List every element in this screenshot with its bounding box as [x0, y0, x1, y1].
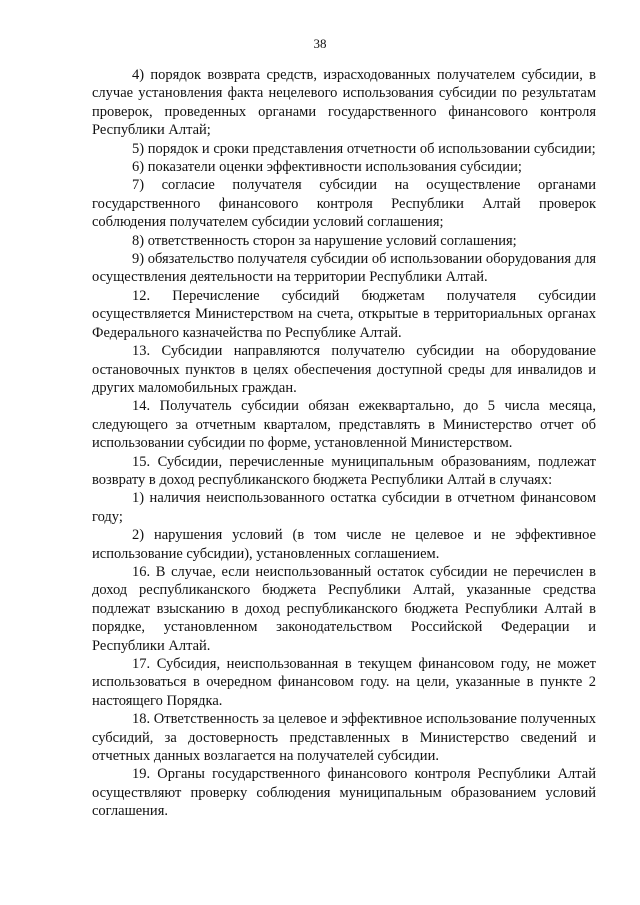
paragraph-clause-12: 12. Перечисление субсидий бюджетам получателя субсидии осуществляется Министерством на счета, открытые в территориальных органах Федерального казначейства по Республике Алтай. — [92, 287, 596, 341]
paragraph-clause-15-item-1: 1) наличия неиспользованного остатка субсидии в отчетном финансовом году; — [92, 490, 596, 525]
document-body — [92, 66, 596, 821]
paragraph-clause-17: 17. Субсидия, неиспользованная в текущем финансовом году, не может использоваться в очередном финансовом году. на цели, указанные в пункте 2 настоящего Порядка. — [92, 656, 596, 709]
paragraph-refund-procedure: 4) порядок возврата средств, израсходованных получателем субсидии, в случае установления факта нецелевого использования субсидии по результатам проверок, проведенных органами государственного финансового контроля Республики Алтай; — [92, 67, 596, 139]
paragraph-audit-consent: 7) согласие получателя субсидии на осуществление органами государственного финансового контроля Республики Алтай проверок соблюдения получателем субсидии условий соглашения; — [92, 177, 596, 231]
paragraph-clause-14: 14. Получатель субсидии обязан ежеквартально, до 5 числа месяца, следующего за отчетным кварталом, представлять в Министерство отчет об использовании субсидии по форме, установленной Министерством. — [92, 398, 596, 452]
paragraph-efficiency-indicators: 6) показатели оценки эффективности использования субсидии; — [132, 159, 522, 176]
paragraph-equipment-obligation: 9) обязательство получателя субсидии об использовании оборудования для осуществления деятельности на территории Республики Алтай. — [92, 251, 596, 286]
paragraph-clause-15: 15. Субсидии, перечисленные муниципальным образованиям, подлежат возврату в доход республиканского бюджета Республики Алтай в случаях: — [92, 453, 596, 488]
paragraph-clause-19: 19. Органы государственного финансового контроля Республики Алтай осуществляют проверку соблюдения муниципальным образованием условий соглашения. — [92, 766, 596, 820]
paragraph-reporting-terms: 5) порядок и сроки представления отчетности об использовании субсидии; — [132, 140, 596, 157]
paragraph-clause-15-item-2: 2) нарушения условий (в том числе не целевое и не эффективное использование субсидии), установленных соглашением. — [92, 527, 596, 562]
paragraph-clause-16: 16. В случае, если неиспользованный остаток субсидии не перечислен в доход республиканского бюджета Республики Алтай, указанные средства подлежат взысканию в доход республиканского бюджета Республики Алтай в порядке, установленном законодательством Российской Федерации и Республики Алтай. — [92, 563, 596, 654]
page-number: 38 — [313, 36, 327, 51]
paragraph-liability: 8) ответственность сторон за нарушение условий соглашения; — [132, 232, 517, 249]
paragraph-clause-18: 18. Ответственность за целевое и эффективное использование полученных субсидий, за достоверность представленных в Министерство сведений и отчетных данных возлагается на получателей субсидии. — [92, 711, 596, 765]
paragraph-clause-13: 13. Субсидии направляются получателю субсидии на оборудование остановочных пунктов в целях обеспечения доступной среды для инвалидов и других маломобильных граждан. — [92, 343, 596, 396]
